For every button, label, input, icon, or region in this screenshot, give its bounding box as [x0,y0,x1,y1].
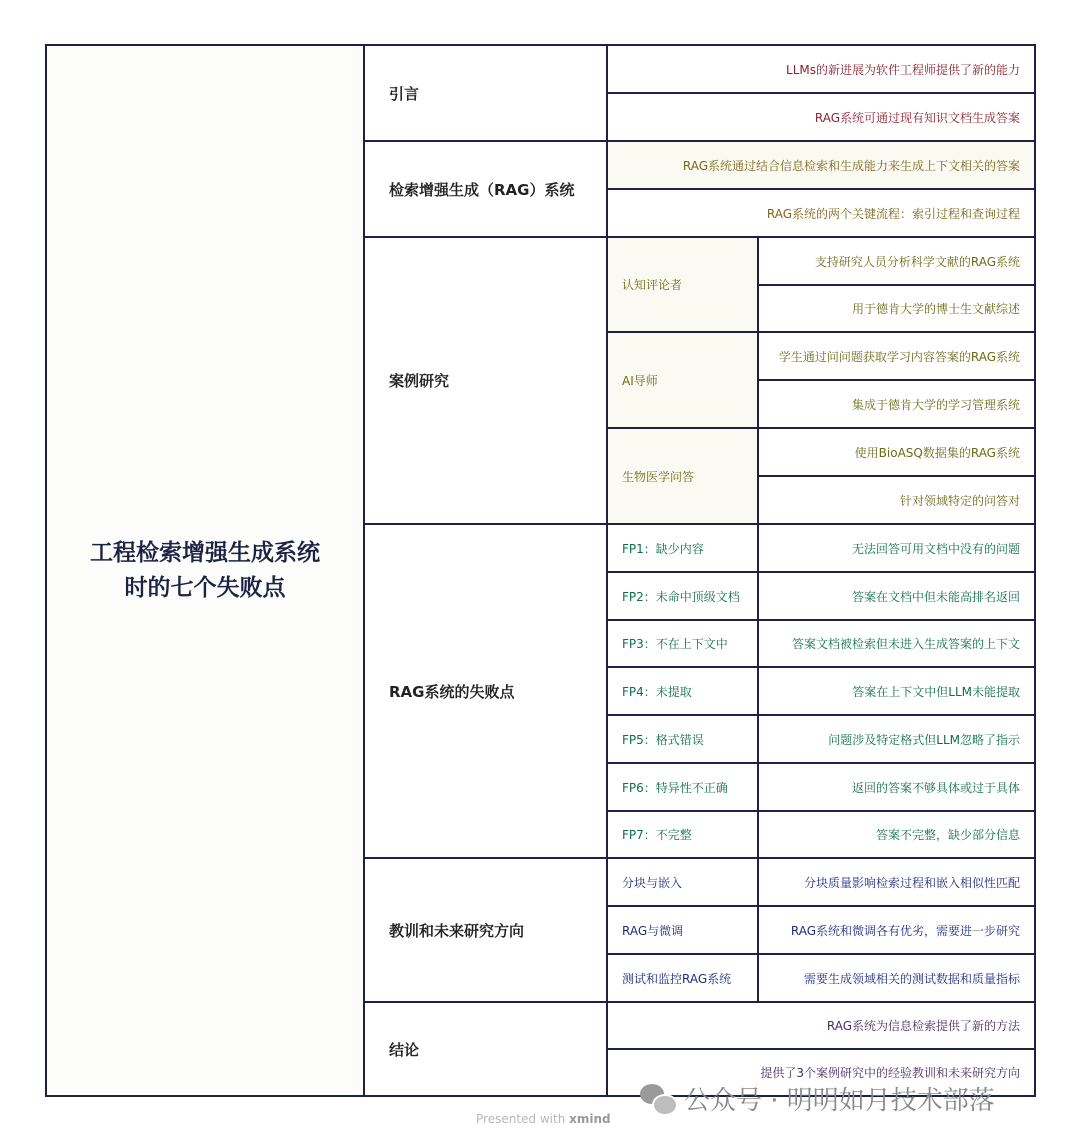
sub-biomedical-qa: 生物医学问答 [606,427,759,525]
section-label: RAG系统的失败点 [389,682,515,701]
presented-with: Presented with xmind [476,1112,611,1126]
section-label: 结论 [389,1040,420,1059]
leaf-fp1: 无法回答可用文档中没有的问题 [757,523,1036,573]
root-node [45,44,365,1097]
leaf-rag-1: RAG系统通过结合信息检索和生成能力来生成上下文相关的答案 [606,140,1036,190]
leaf-fp7: 答案不完整，缺少部分信息 [757,810,1036,859]
sub-testing: 测试和监控RAG系统 [606,953,759,1003]
sub-fp3: FP3：不在上下文中 [606,619,759,668]
section-conclusion [363,1001,608,1097]
section-rag [363,140,608,238]
leaf-intro-1: LLMs的新进展为软件工程师提供了新的能力 [606,44,1036,94]
leaf-fp6: 返回的答案不够具体或过于具体 [757,762,1036,812]
section-case-studies [363,236,608,525]
leaf-case-1: 支持研究人员分析科学文献的RAG系统 [757,236,1036,286]
sub-fp4: FP4：未提取 [606,666,759,716]
sub-ai-tutor: AI导师 [606,331,759,429]
leaf-fp4: 答案在上下文中但LLM未能提取 [757,666,1036,716]
sub-rag-finetune: RAG与微调 [606,905,759,955]
section-label: 案例研究 [389,372,450,390]
section-lessons [363,857,608,1003]
leaf-case-4: 集成于德肯大学的学习管理系统 [757,379,1036,429]
watermark-text: 公众号 · 明明如月技术部落 [684,1086,995,1116]
leaf-rag-2: RAG系统的两个关键流程：索引过程和查询过程 [606,188,1036,238]
sub-fp7: FP7：不完整 [606,810,759,859]
sub-fp2: FP2：未命中顶级文档 [606,571,759,621]
section-label: 教训和未来研究方向 [389,921,525,940]
section-label: 检索增强生成（RAG）系统 [389,180,575,199]
leaf-intro-2: RAG系统可通过现有知识文档生成答案 [606,92,1036,142]
leaf-conclusion-1: RAG系统为信息检索提供了新的方法 [606,1001,1036,1050]
leaf-case-5: 使用BioASQ数据集的RAG系统 [757,427,1036,477]
leaf-fp5: 问题涉及特定格式但LLM忽略了指示 [757,714,1036,764]
sub-fp5: FP5：格式错误 [606,714,759,764]
leaf-lessons-3: 需要生成领域相关的测试数据和质量指标 [757,953,1036,1003]
leaf-lessons-1: 分块质量影响检索过程和嵌入相似性匹配 [757,857,1036,907]
leaf-lessons-2: RAG系统和微调各有优劣，需要进一步研究 [757,905,1036,955]
section-failure-points [363,523,608,859]
leaf-case-3: 学生通过问问题获取学习内容答案的RAG系统 [757,331,1036,381]
leaf-case-2: 用于德肯大学的博士生文献综述 [757,284,1036,333]
sub-fp1: FP1：缺少内容 [606,523,759,573]
leaf-fp3: 答案文档被检索但未进入生成答案的上下文 [757,619,1036,668]
section-label: 引言 [389,84,420,103]
sub-cognitive-reviewer: 认知评论者 [606,236,759,333]
sub-chunking: 分块与嵌入 [606,857,759,907]
watermark [640,1080,995,1117]
sub-fp6: FP6：特异性不正确 [606,762,759,812]
xmind-brand: xmind [569,1112,611,1126]
leaf-conclusion-2: 提供了3个案例研究中的经验教训和未来研究方向 [606,1048,1036,1097]
wechat-icon [640,1084,676,1114]
section-intro [363,44,608,142]
leaf-case-6: 针对领域特定的问答对 [757,475,1036,525]
leaf-fp2: 答案在文档中但未能高排名返回 [757,571,1036,621]
root-title: 工程检索增强生成系统 时的七个失败点 [90,539,320,601]
